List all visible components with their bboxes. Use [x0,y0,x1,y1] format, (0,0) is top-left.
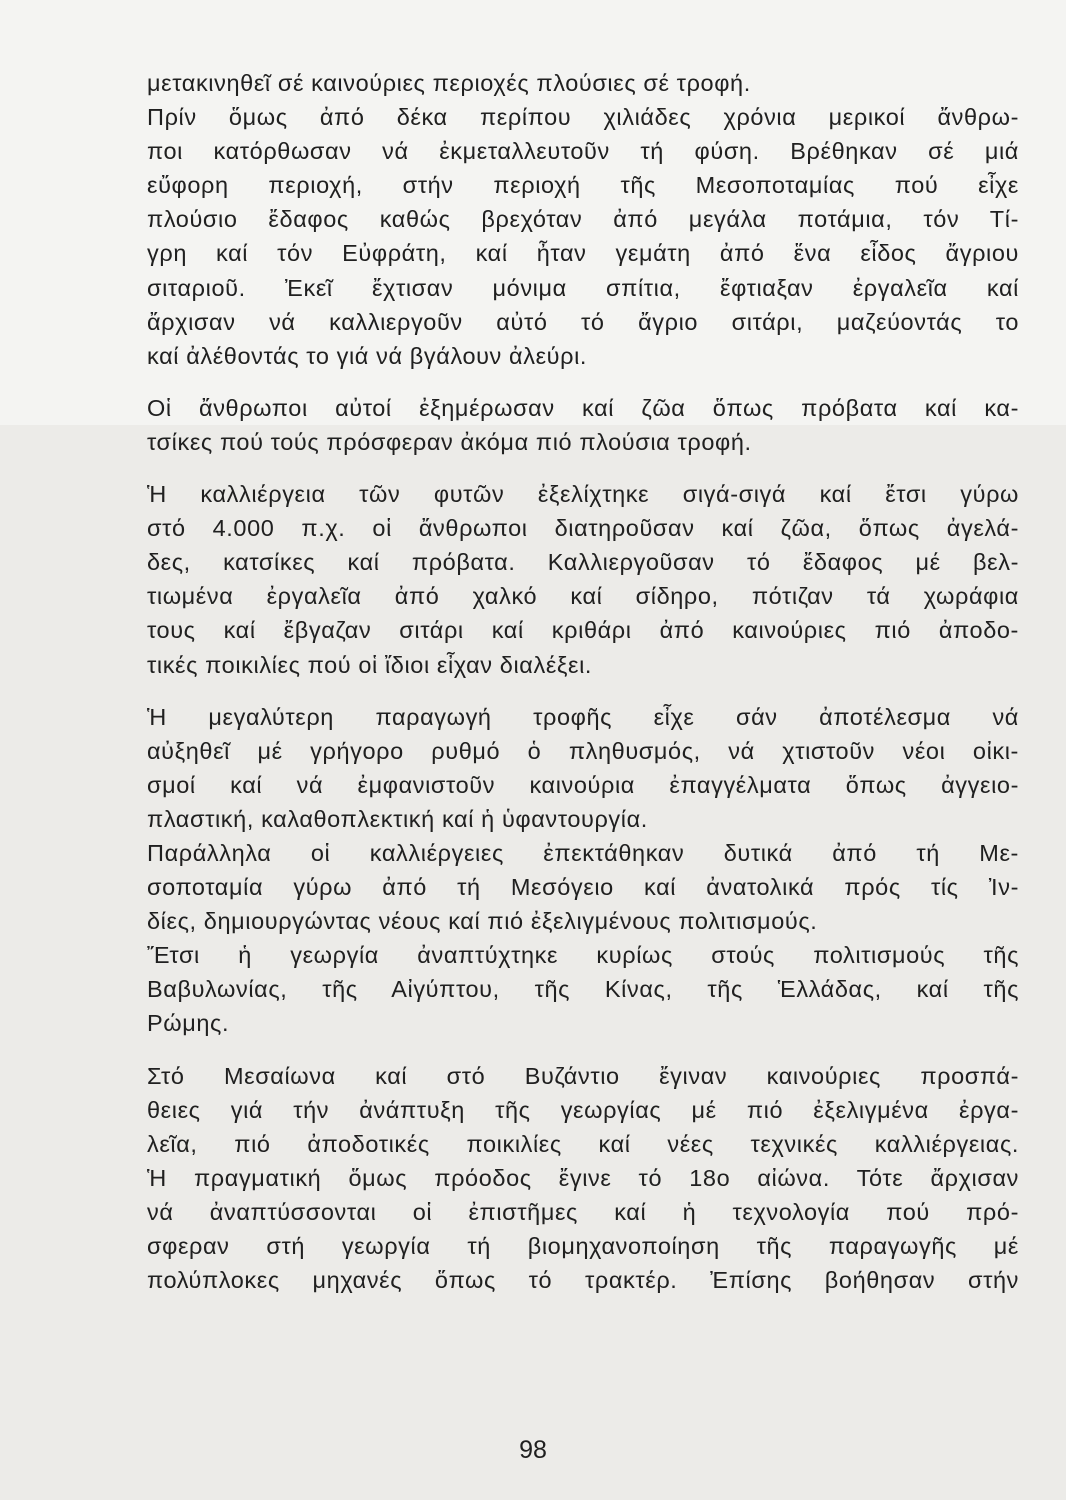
text-line: Πρίν ὅμως ἀπό δέκα περίπου χιλιάδες χρόνια μερικοί ἄνθρω- [147,104,1019,131]
text-line: Ἡ καλλιέργεια τῶν φυτῶν ἐξελίχτηκε σιγά-σιγά καί ἔτσι γύρω [147,481,1019,508]
text-line: γρη καί τόν Εὐφράτη, καί ἦταν γεμάτη ἀπό ἕνα εἶδος ἄγριου [147,240,1019,267]
text-line: καί ἀλέθοντάς το γιά νά βγάλουν ἀλεύρι. [147,342,588,369]
text-line: τσίκες πού τούς πρόσφεραν ἀκόμα πιό πλούσια τροφή. [147,428,752,455]
text-line: Ἔτσι ἡ γεωργία ἀναπτύχτηκε κυρίως στούς πολιτισμούς τῆς [147,942,1019,969]
paragraph-gap [147,459,1019,477]
text-line: αὐξηθεῖ μέ γρήγορο ρυθμό ὁ πληθυσμός, νά χτιστοῦν νέοι οἰκι- [147,737,1019,764]
text-line: Οἱ ἄνθρωποι αὐτοί ἐξημέρωσαν καί ζῶα ὅπως πρόβατα καί κα- [147,394,1019,421]
text-line: τους καί ἔβγαζαν σιτάρι καί κριθάρι ἀπό καινούριες πιό ἀποδο- [147,617,1019,644]
text-line: Ρώμης. [147,1010,230,1037]
body-text [147,66,1019,1297]
text-line: τιωμένα ἐργαλεῖα ἀπό χαλκό καί σίδηρο, πότιζαν τά χωράφια [147,583,1019,610]
paragraph-6 [147,836,1019,938]
paragraph-4 [147,477,1019,682]
text-line: σιταριοῦ. Ἐκεῖ ἔχτισαν μόνιμα σπίτια, ἔφτιαξαν ἐργαλεῖα καί [147,274,1019,301]
text-line: μετακινηθεῖ σέ καινούριες περιοχές πλούσιες σέ τροφή. [147,70,751,96]
text-line: τικές ποικιλίες πού οἱ ἴδιοι εἶχαν διαλέξει. [147,651,593,678]
paragraph-3 [147,391,1019,459]
text-line: δίες, δημιουργώντας νέους καί πιό ἐξελιγμένους πολιτισμούς. [147,908,818,935]
paragraph-7 [147,938,1019,1040]
text-line: νά ἀναπτύσσονται οἱ ἐπιστῆμες καί ἡ τεχνολογία πού πρό- [147,1198,1019,1225]
paragraph-1 [147,66,1019,100]
paragraph-8 [147,1059,1019,1298]
text-line: θειες γιά τήν ἀνάπτυξη τῆς γεωργίας μέ πιό ἐξελιγμένα ἐργα- [147,1096,1019,1123]
page-number: 98 [519,1436,547,1464]
paragraph-5 [147,700,1019,836]
paragraph-2 [147,100,1019,373]
text-line: σφεραν στή γεωργία τή βιομηχανοποίηση τῆς παραγωγῆς μέ [147,1233,1019,1259]
text-line: λεῖα, πιό ἀποδοτικές ποικιλίες καί νέες τεχνικές καλλιέργειας. [147,1130,1019,1157]
text-line: Ἡ πραγματική ὅμως πρόοδος ἔγινε τό 18ο αἰώνα. Τότε ἄρχισαν [147,1164,1019,1191]
text-line: Ἡ μεγαλύτερη παραγωγή τροφῆς εἶχε σάν ἀποτέλεσμα νά [147,703,1019,730]
text-line: πολύπλοκες μηχανές ὅπως τό τρακτέρ. Ἐπίσης βοήθησαν στήν [147,1267,1019,1294]
text-line: εὔφορη περιοχή, στήν περιοχή τῆς Μεσοποταμίας πού εἶχε [147,172,1019,199]
text-line: Βαβυλωνίας, τῆς Αἰγύπτου, τῆς Κίνας, τῆς Ἑλλάδας, καί τῆς [147,976,1019,1003]
paragraph-gap [147,1041,1019,1059]
paragraph-gap [147,682,1019,700]
text-line: σοποταμία γύρω ἀπό τή Μεσόγειο καί ἀνατολικά πρός τίς Ἰν- [147,874,1019,901]
text-line: δες, κατσίκες καί πρόβατα. Καλλιεργοῦσαν τό ἔδαφος μέ βελ- [147,549,1019,576]
text-line: πλαστική, καλαθοπλεκτική καί ἡ ὑφαντουργία. [147,805,648,832]
text-line: σμοί καί νά ἐμφανιστοῦν καινούρια ἐπαγγέλματα ὅπως ἀγγειο- [147,771,1019,798]
text-line: ποι κατόρθωσαν νά ἐκμεταλλευτοῦν τή φύση. Βρέθηκαν σέ μιά [147,138,1019,165]
text-line: ἄρχισαν νά καλλιεργοῦν αὐτό τό ἄγριο σιτάρι, μαζεύοντάς το [147,308,1019,335]
text-line: στό 4.000 π.χ. οἱ ἄνθρωποι διατηροῦσαν καί ζῶα, ὅπως ἀγελά- [147,515,1019,542]
text-line: Στό Μεσαίωνα καί στό Βυζάντιο ἔγιναν καινούριες προσπά- [147,1062,1019,1089]
paragraph-gap [147,373,1019,391]
text-line: Παράλληλα οἱ καλλιέργειες ἐπεκτάθηκαν δυτικά ἀπό τή Με- [147,839,1019,866]
text-line: πλούσιο ἔδαφος καθώς βρεχόταν ἀπό μεγάλα ποτάμια, τόν Τί- [147,206,1019,233]
